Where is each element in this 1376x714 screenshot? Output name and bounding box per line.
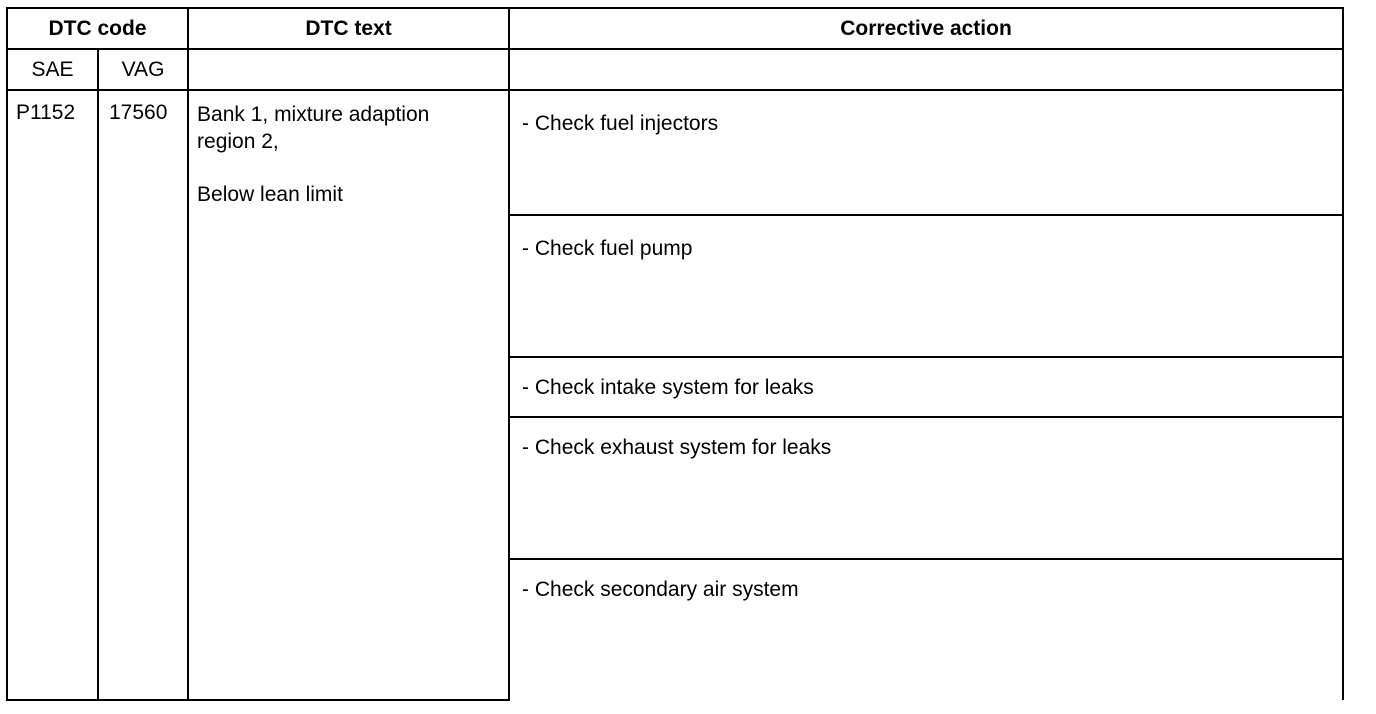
- dtc-text-line: Bank 1, mixture adaption: [197, 103, 430, 126]
- subheader-vag: VAG: [98, 49, 188, 90]
- subheader-action-empty: [509, 49, 1343, 90]
- table-row: [7, 90, 1343, 215]
- action-item: - Check fuel pump: [509, 215, 1343, 357]
- vag-code-cell: 17560: [98, 90, 188, 700]
- dtc-table: [6, 7, 1344, 701]
- sae-code-cell: P1152: [7, 90, 98, 700]
- subheader-text-empty: [188, 49, 509, 90]
- action-item: - Check exhaust system for leaks: [509, 417, 1343, 559]
- dtc-text-line: Below lean limit: [197, 183, 343, 206]
- header-dtc-code: DTC code: [7, 8, 188, 49]
- action-item: - Check fuel injectors: [509, 90, 1343, 215]
- dtc-text-line: region 2,: [197, 130, 279, 153]
- action-item: - Check secondary air system: [509, 559, 1343, 700]
- dtc-text-cell: [188, 90, 509, 700]
- header-corrective-action: Corrective action: [509, 8, 1343, 49]
- subheader-sae: SAE: [7, 49, 98, 90]
- action-item: - Check intake system for leaks: [509, 357, 1343, 417]
- header-dtc-text: DTC text: [188, 8, 509, 49]
